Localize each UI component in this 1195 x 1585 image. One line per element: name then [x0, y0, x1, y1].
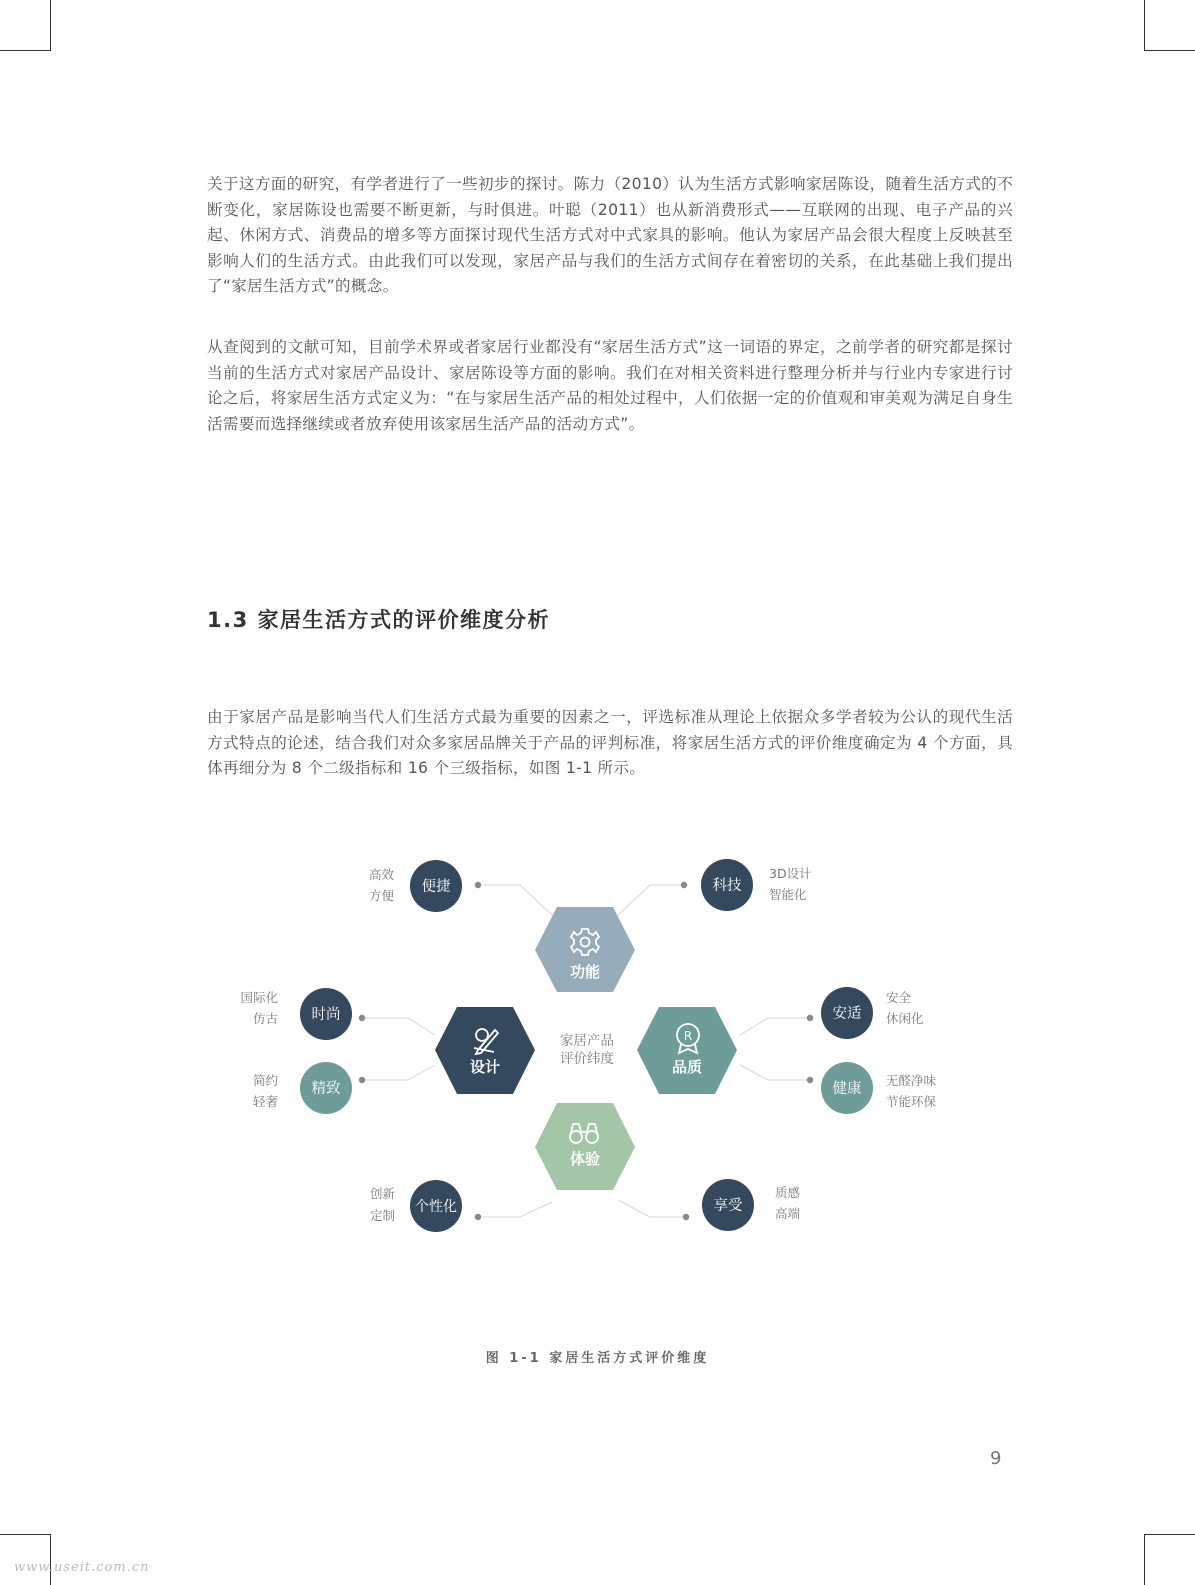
node-enjoy-sub1: 质感	[775, 1185, 801, 1200]
hexagon-experience	[535, 1103, 635, 1190]
node-tech-sub2: 智能化	[769, 887, 807, 902]
node-exquisite-label: 精致	[311, 1081, 341, 1097]
node-enjoy-sub2: 高端	[775, 1206, 801, 1221]
node-health-sub1: 无醛净味	[886, 1073, 937, 1088]
section-heading: 1.3 家居生活方式的评价维度分析	[207, 608, 551, 632]
paragraph-evaluation: 由于家居产品是影响当代人们生活方式最为重要的因素之一，评选标准从理论上依据众多学者较为公认的现代生活方式特点的论述，结合我们对众多家居品牌关于产品的评判标准，将家居生活方式的评价维度确定为 4 个方面，具体再细分为 8 个二级指标和 16 个三级指标，如图 1-1 所示。	[207, 708, 1013, 778]
crop-mark-bottom-right	[1144, 1534, 1195, 1585]
node-comfort-label: 安适	[832, 1006, 862, 1022]
node-personal-label: 个性化	[415, 1199, 457, 1215]
node-health-sub2: 节能环保	[886, 1094, 937, 1109]
hexagon-function	[535, 907, 635, 992]
node-personal-sub1: 创新	[369, 1186, 395, 1201]
node-enjoy	[702, 1179, 801, 1231]
node-health-label: 健康	[832, 1081, 862, 1097]
node-comfort-sub1: 安全	[886, 990, 912, 1005]
watermark: www.useit.com.cn	[14, 1560, 150, 1575]
node-exquisite-sub2: 轻奢	[252, 1094, 278, 1109]
node-exquisite	[253, 1062, 352, 1114]
node-fashion-sub2: 仿古	[252, 1011, 278, 1026]
node-personal-sub2: 定制	[369, 1208, 395, 1223]
node-tech	[701, 859, 812, 911]
node-health	[821, 1062, 937, 1114]
node-enjoy-label: 享受	[713, 1198, 743, 1214]
node-fashion-label: 时尚	[311, 1007, 341, 1023]
node-exquisite-sub1: 简约	[252, 1073, 278, 1088]
node-convenient-sub2: 方便	[368, 888, 394, 903]
svg-text:R: R	[683, 1029, 693, 1043]
hexagon-quality	[637, 1007, 737, 1094]
node-comfort	[821, 987, 924, 1039]
node-comfort-sub2: 休闲化	[886, 1011, 924, 1026]
page-number: 9	[990, 1448, 1002, 1469]
node-fashion-sub1: 国际化	[240, 990, 278, 1005]
node-convenient-label: 便捷	[421, 879, 451, 895]
evaluation-dimension-diagram	[220, 850, 980, 1250]
paragraph-definition: 从查阅到的文献可知，目前学术界或者家居行业都没有“家居生活方式”这一词语的界定，之前学者的研究都是探讨当前的生活方式对家居产品设计、家居陈设等方面的影响。我们在对相关资料进行整理分析并与行业内专家进行讨论之后，将家居生活方式定义为：“在与家居生活产品的相处过程中，人们依据一定的价值观和审美观为满足自身生活需要而选择继续或者放弃使用该家居生活产品的活动方式”。	[207, 338, 1013, 433]
hexagon-quality-label: 品质	[671, 1058, 703, 1076]
node-tech-sub1: 3D设计	[769, 866, 812, 881]
node-convenient	[369, 860, 462, 912]
hexagon-function-label: 功能	[569, 963, 601, 981]
center-title-line1: 家居产品	[560, 1033, 614, 1049]
hexagon-design	[435, 1007, 535, 1094]
hexagon-design-label: 设计	[469, 1058, 501, 1076]
crop-mark-top-left	[0, 0, 51, 51]
center-title-line2: 评价纬度	[560, 1051, 614, 1067]
node-personal	[370, 1180, 462, 1232]
node-fashion	[240, 988, 352, 1040]
node-convenient-sub1: 高效	[368, 867, 394, 882]
crop-mark-top-right	[1144, 0, 1195, 51]
hexagon-experience-label: 体验	[569, 1150, 601, 1168]
figure-caption: 图 1-1 家居生活方式评价维度	[485, 1351, 710, 1366]
node-tech-label: 科技	[712, 878, 742, 894]
paragraph-research: 关于这方面的研究，有学者进行了一些初步的探讨。陈力（2010）认为生活方式影响家居陈设，随着生活方式的不断变化，家居陈设也需要不断更新，与时俱进。叶聪（2011）也从新消费形式——互联网的出现、电子产品的兴起、休闲方式、消费品的增多等方面探讨现代生活方式对中式家具的影响。他认为家居产品会很大程度上反映甚至影响人们的生活方式。由此我们可以发现，家居产品与我们的生活方式间存在着密切的关系，在此基础上我们提出了“家居生活方式”的概念。	[207, 175, 1013, 296]
